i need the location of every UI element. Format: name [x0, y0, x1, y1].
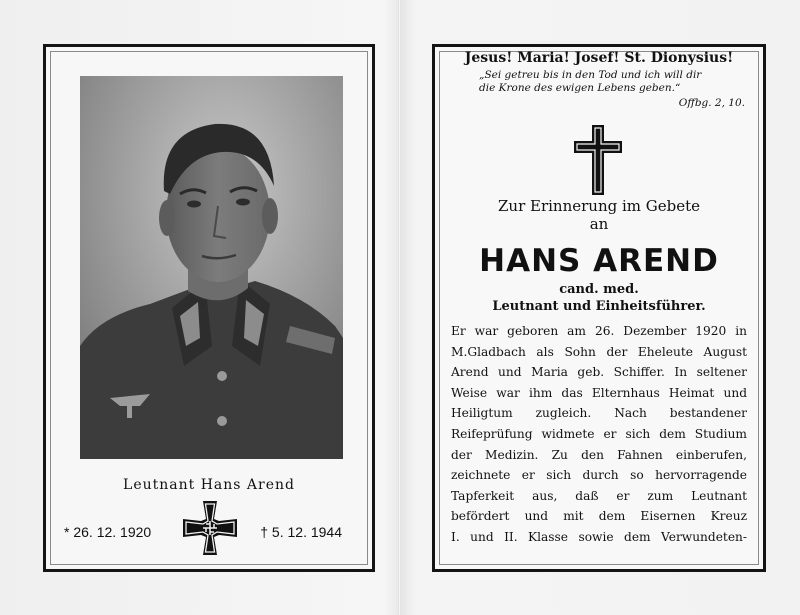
- biography-line: M.Gladbach als Sohn der Eheleute August: [451, 344, 747, 359]
- biography-line: Tapferkeit aus, daß er zum Leutnant: [451, 488, 747, 503]
- biography-line: befördert und mit dem Eisernen Kreuz: [451, 509, 747, 524]
- biography-line: Er war geboren am 26. Dezember 1920 in: [451, 324, 747, 338]
- death-date: † 5. 12. 1944: [260, 524, 342, 540]
- birth-date: * 26. 12. 1920: [64, 524, 152, 540]
- portrait-photo: [80, 76, 343, 459]
- biography-line: Weise war ihm das Elternhaus Heimat und: [451, 385, 747, 400]
- remembrance-line: Zur Erinnerung im Gebete: [497, 197, 701, 215]
- bible-quote-reference: Offbg. 2, 10.: [678, 97, 745, 109]
- biography-line: zeichnete er sich durch so hervorragende: [451, 468, 747, 483]
- bible-quote: [479, 69, 729, 95]
- card-fold: [398, 0, 401, 615]
- deceased-title: [435, 281, 763, 315]
- biography-line: der Medizin. Zu den Fahnen einberufen,: [451, 447, 747, 462]
- biography-line: I. und II. Klasse sowie dem Verwundeten-: [451, 529, 747, 544]
- bible-quote-line: „Sei getreu bis in den Tod und ich will dir: [479, 69, 702, 81]
- portrait-illustration: [80, 76, 343, 459]
- left-panel: [43, 44, 375, 572]
- biography-line: Arend und Maria geb. Schiffer. In seltener: [451, 365, 747, 380]
- remembrance-line: an: [589, 215, 609, 233]
- title-line: cand. med.: [559, 282, 639, 297]
- latin-cross-icon: [574, 125, 622, 195]
- invocation-heading: Jesus! Maria! Josef! St. Dionysius!: [464, 50, 734, 66]
- right-panel: [432, 44, 766, 572]
- bible-quote-line: die Krone des ewigen Lebens geben.“: [479, 82, 681, 94]
- portrait-caption: Leutnant Hans Arend: [123, 477, 295, 493]
- remembrance-text: [435, 197, 763, 233]
- biography-line: Heiligtum zugleich. Nach bestandener: [451, 406, 747, 421]
- iron-cross-icon: [181, 499, 239, 557]
- biography-line: Reifeprüfung widmete er sich dem Studium: [451, 426, 747, 441]
- biography-text: [451, 321, 747, 548]
- deceased-name: HANS AREND: [479, 243, 719, 279]
- title-line: Leutnant und Einheitsführer.: [492, 299, 706, 314]
